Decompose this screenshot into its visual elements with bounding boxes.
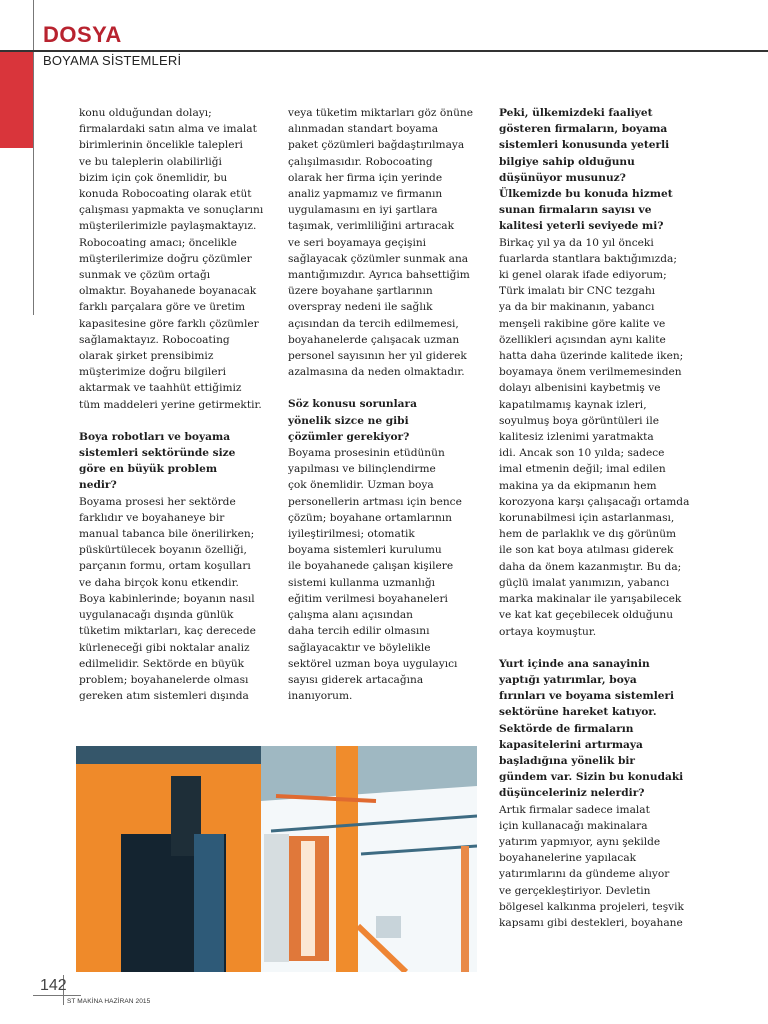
section-color-block	[0, 51, 33, 148]
text-line: sistemleri sektöründe size	[79, 447, 236, 460]
text-line: üzere boyahane şartlarının	[288, 285, 433, 298]
text-line: sektörel uzman boya uygulayıcı	[288, 657, 458, 670]
text-line: Peki, ülkemizdeki faaliyet	[499, 107, 653, 119]
text-line: sağlayacak çözümler sunmak ana	[288, 252, 469, 265]
text-line: Boyama prosesinin etüdünün	[288, 447, 445, 460]
text-line: Türk imalatı bir CNC tezgahı	[499, 285, 656, 298]
text-line: yönelik sizce ne gibi	[288, 414, 409, 427]
text-line: kapsamı gibi destekleri, boyahane	[499, 916, 683, 929]
text-line: sağlamaktayız. Robocoating	[79, 333, 230, 346]
text-line: problem; boyahanelerde olması	[79, 673, 249, 686]
interview-answer	[79, 105, 284, 413]
text-line: overspray nedeni ile sağlık	[288, 301, 433, 314]
header-rule	[0, 50, 768, 52]
text-line: taşımak, verimliliğini artıracak	[288, 220, 455, 233]
text-line: analiz yapmamız ve firmanın	[288, 188, 443, 201]
text-line: çalışma alanı açısından	[288, 609, 413, 622]
text-line: olmaktır. Boyahanede boyanacak	[79, 285, 257, 298]
text-line: kalitesi yeterli seviyede mi?	[499, 220, 664, 233]
text-line: Söz konusu sorunlara	[288, 398, 417, 411]
text-line: uygulamasını en iyi şartlara	[288, 204, 438, 217]
text-line: ve bu taleplerin olabilirliği	[79, 155, 222, 168]
text-line: başladığına yönelik bir	[499, 754, 635, 767]
text-line: dolayı albenisini kaybetmiş ve	[499, 382, 661, 395]
article-column-2	[288, 105, 493, 704]
text-line: düşünceleriniz nelerdir?	[499, 787, 645, 800]
text-line: sağlayacaktır ve böylelikle	[288, 641, 431, 654]
text-line: kürleneceği gibi noktalar analiz	[79, 641, 250, 654]
text-line: gösteren firmaların, boyama	[499, 123, 668, 136]
text-line: ve daha birçok konu etkendir.	[79, 576, 239, 589]
text-line: kapasitelerini artırmaya	[499, 738, 643, 751]
text-line: çözüm; boyahane ortamlarının	[288, 511, 453, 524]
interview-answer	[499, 235, 709, 640]
text-line: azalmasına da neden olmaktadır.	[288, 366, 465, 379]
text-line: olarak şirket prensibimiz	[79, 350, 214, 363]
page-number: 142	[40, 977, 67, 994]
text-line: özellikleri açısından aynı kalite	[499, 333, 666, 346]
text-line: çalışılmasıdır. Robocoating	[288, 155, 433, 168]
paint-booth-photo	[76, 746, 477, 972]
interview-question	[288, 396, 493, 445]
text-line: personellerin artması için bence	[288, 495, 462, 508]
text-line: çok önemlidir. Uzman boya	[288, 479, 434, 492]
text-line: parçanın formu, ortam koşulları	[79, 560, 251, 573]
text-line: nedir?	[79, 479, 117, 492]
text-line: olarak her firma için yerinde	[288, 171, 443, 184]
text-line: hatta daha üzerinde kalitede iken;	[499, 350, 684, 363]
text-line: müşterilerimize doğru çözümler	[79, 252, 252, 265]
text-line: manual tabanca bile önerilirken;	[79, 528, 255, 541]
text-line: ve seri boyamaya geçişini	[288, 236, 427, 249]
text-line: menşeli rakibine göre kalite ve	[499, 317, 666, 330]
text-line: sektörüne hareket katıyor.	[499, 706, 657, 719]
text-line: edilmelidir. Sektörde en büyük	[79, 657, 245, 670]
photo-far-pillar	[461, 846, 469, 972]
text-line: makina ya da ekipmanın hem	[499, 479, 657, 492]
text-line: sistemleri konusunda yeterli	[499, 139, 670, 152]
text-line: çalışması yapmakta ve sonuçlarını	[79, 204, 264, 217]
text-line: ile boyahanede çalışan kişilere	[288, 560, 454, 573]
text-line: bölgesel kalkınma projeleri, teşvik	[499, 900, 684, 913]
text-line: sunmak ve çözüm ortağı	[79, 269, 211, 282]
text-line: göre en büyük problem	[79, 463, 218, 476]
text-line: korunabilmesi için astarlanması,	[499, 512, 675, 525]
paragraph-gap	[79, 413, 284, 429]
text-line: boyamaya önem verilmemesinden	[499, 366, 682, 379]
text-line: Sektörde de firmaların	[499, 722, 634, 735]
text-line: korozyona karşı çalışacağı ortamda	[499, 495, 690, 508]
photo-equipment	[376, 916, 401, 938]
text-line: Boya robotları ve boyama	[79, 430, 231, 443]
text-line: çözümler gerekiyor?	[288, 430, 410, 443]
paragraph-gap	[499, 640, 709, 656]
text-line: ya da bir makinanın, yabancı	[499, 301, 655, 314]
text-line: bizim için çok önemlidir, bu	[79, 171, 228, 184]
text-line: inanıyorum.	[288, 690, 353, 703]
photo-booth-curtain	[194, 834, 224, 972]
text-line: gündem var. Sizin bu konudaki	[499, 771, 684, 784]
article-column-3	[499, 105, 709, 931]
paragraph-gap	[288, 380, 493, 396]
interview-answer	[288, 105, 493, 380]
text-line: hem de parlaklık ve dış görünüm	[499, 528, 677, 541]
section-subtitle: BOYAMA SİSTEMLERİ	[43, 53, 182, 68]
interview-answer	[79, 494, 284, 705]
text-line: sistemi kullanma uzmanlığı	[288, 576, 436, 589]
text-line: ve gerçekleştiriyor. Devletin	[499, 884, 651, 897]
interview-answer	[499, 802, 709, 932]
text-line: mantığımızdır. Ayrıca bahsettiğim	[288, 269, 470, 282]
text-line: personel sayısının her yıl giderek	[288, 350, 467, 363]
text-line: ortaya koymuştur.	[499, 625, 597, 638]
text-line: ve kat kat geçebilecek olduğunu	[499, 609, 674, 622]
text-line: firmalardaki satın alma ve imalat	[79, 123, 257, 136]
text-line: ile son kat boya atılması giderek	[499, 544, 674, 557]
text-line: birimlerinin öncelikle talepleri	[79, 139, 243, 152]
text-line: Boya kabinlerinde; boyanın nasıl	[79, 592, 255, 605]
section-title: DOSYA	[43, 22, 122, 47]
text-line: kapasitesine göre farklı çözümler	[79, 317, 259, 330]
text-line: eğitim verilmesi boyahaneleri	[288, 592, 448, 605]
text-line: veya tüketim miktarları göz önüne	[288, 107, 473, 119]
text-line: ki genel olarak ifade ediyorum;	[499, 269, 667, 282]
magazine-issue: ST MAKİNA HAZİRAN 2015	[67, 998, 151, 1005]
interview-question	[499, 105, 709, 235]
text-line: boyahanelerine yapılacak	[499, 852, 637, 865]
text-line: boyama sistemleri kurulumu	[288, 544, 442, 557]
text-line: Robocoating amacı; öncelikle	[79, 236, 237, 249]
text-line: alınmadan standart boyama	[288, 123, 439, 136]
photo-control-cabinet	[264, 834, 289, 962]
text-line: düşünüyor musunuz?	[499, 171, 626, 184]
text-line: güçlü imalat yanımızın, yabancı	[499, 576, 670, 589]
text-line: bilgiye sahip olduğunu	[499, 155, 635, 168]
text-line: marka makinalar ile yarışabilecek	[499, 593, 682, 606]
text-line: daha tercih edilir olmasını	[288, 625, 430, 638]
text-line: daha da önem kazanmıştır. Bu da;	[499, 560, 682, 573]
text-line: müşterilerimizle paylaşmaktayız.	[79, 220, 257, 233]
text-line: Artık firmalar sadece imalat	[499, 803, 650, 816]
photo-booth-light	[301, 841, 315, 956]
interview-question	[79, 429, 284, 494]
text-line: konuda Robocoating olarak etüt	[79, 188, 252, 201]
text-line: tüm maddeleri yerine getirmektir.	[79, 398, 262, 411]
text-line: Yurt içinde ana sanayinin	[499, 657, 650, 670]
text-line: iyileştirilmesi; otomatik	[288, 528, 415, 541]
text-line: fuarlarda stantlara baktığımızda;	[499, 252, 677, 265]
text-line: konu olduğundan dolayı;	[79, 107, 212, 119]
text-line: farklı parçalara göre ve üretim	[79, 301, 246, 314]
text-line: aktarmak ve taahhüt ettiğimiz	[79, 382, 242, 395]
text-line: Birkaç yıl ya da 10 yıl önceki	[499, 236, 654, 249]
text-line: yatırım yapmıyor, aynı şekilde	[499, 835, 661, 848]
text-line: kalitesiz izlenimi yaratmakta	[499, 431, 654, 444]
text-line: gereken atım sistemleri dışında	[79, 690, 249, 703]
margin-vertical-rule	[33, 0, 34, 315]
text-line: tüketim miktarları, kaç derecede	[79, 625, 256, 638]
text-line: yapılması ve bilinçlendirme	[288, 463, 436, 476]
text-line: püskürtülecek boyanın özelliği,	[79, 544, 247, 557]
text-line: müşterimize doğru bilgileri	[79, 366, 226, 379]
text-line: paket çözümleri bağdaştırılmaya	[288, 139, 465, 152]
interview-question	[499, 656, 709, 802]
text-line: sunan firmaların sayısı ve	[499, 204, 652, 217]
text-line: fırınları ve boyama sistemleri	[499, 690, 675, 703]
text-line: Ülkemizde bu konuda hizmet	[499, 188, 673, 201]
article-column-1	[79, 105, 284, 704]
text-line: farklıdır ve boyahaneye bir	[79, 511, 225, 524]
text-line: açısından da tercih edilmemesi,	[288, 317, 459, 330]
footer-horizontal-rule	[33, 995, 81, 996]
text-line: uygulanacağı dışında günlük	[79, 609, 234, 622]
text-line: yatırımlarını da gündeme alıyor	[499, 868, 670, 881]
text-line: idi. Ancak son 10 yılda; sadece	[499, 447, 665, 460]
photo-orange-pillar	[336, 746, 358, 972]
text-line: imal etmenin değil; imal edilen	[499, 463, 666, 476]
interview-answer	[288, 445, 493, 704]
text-line: Boyama prosesi her sektörde	[79, 495, 236, 508]
text-line: için kullanacağı makinalara	[499, 819, 648, 832]
text-line: boyahanelerde çalışacak uzman	[288, 333, 460, 346]
text-line: sayısı giderek artacağına	[288, 673, 424, 686]
text-line: soyulmuş boya görüntüleri ile	[499, 414, 659, 427]
text-line: yaptığı yatırımlar, boya	[499, 673, 637, 686]
text-line: kapatılmamış kaynak izleri,	[499, 398, 647, 411]
